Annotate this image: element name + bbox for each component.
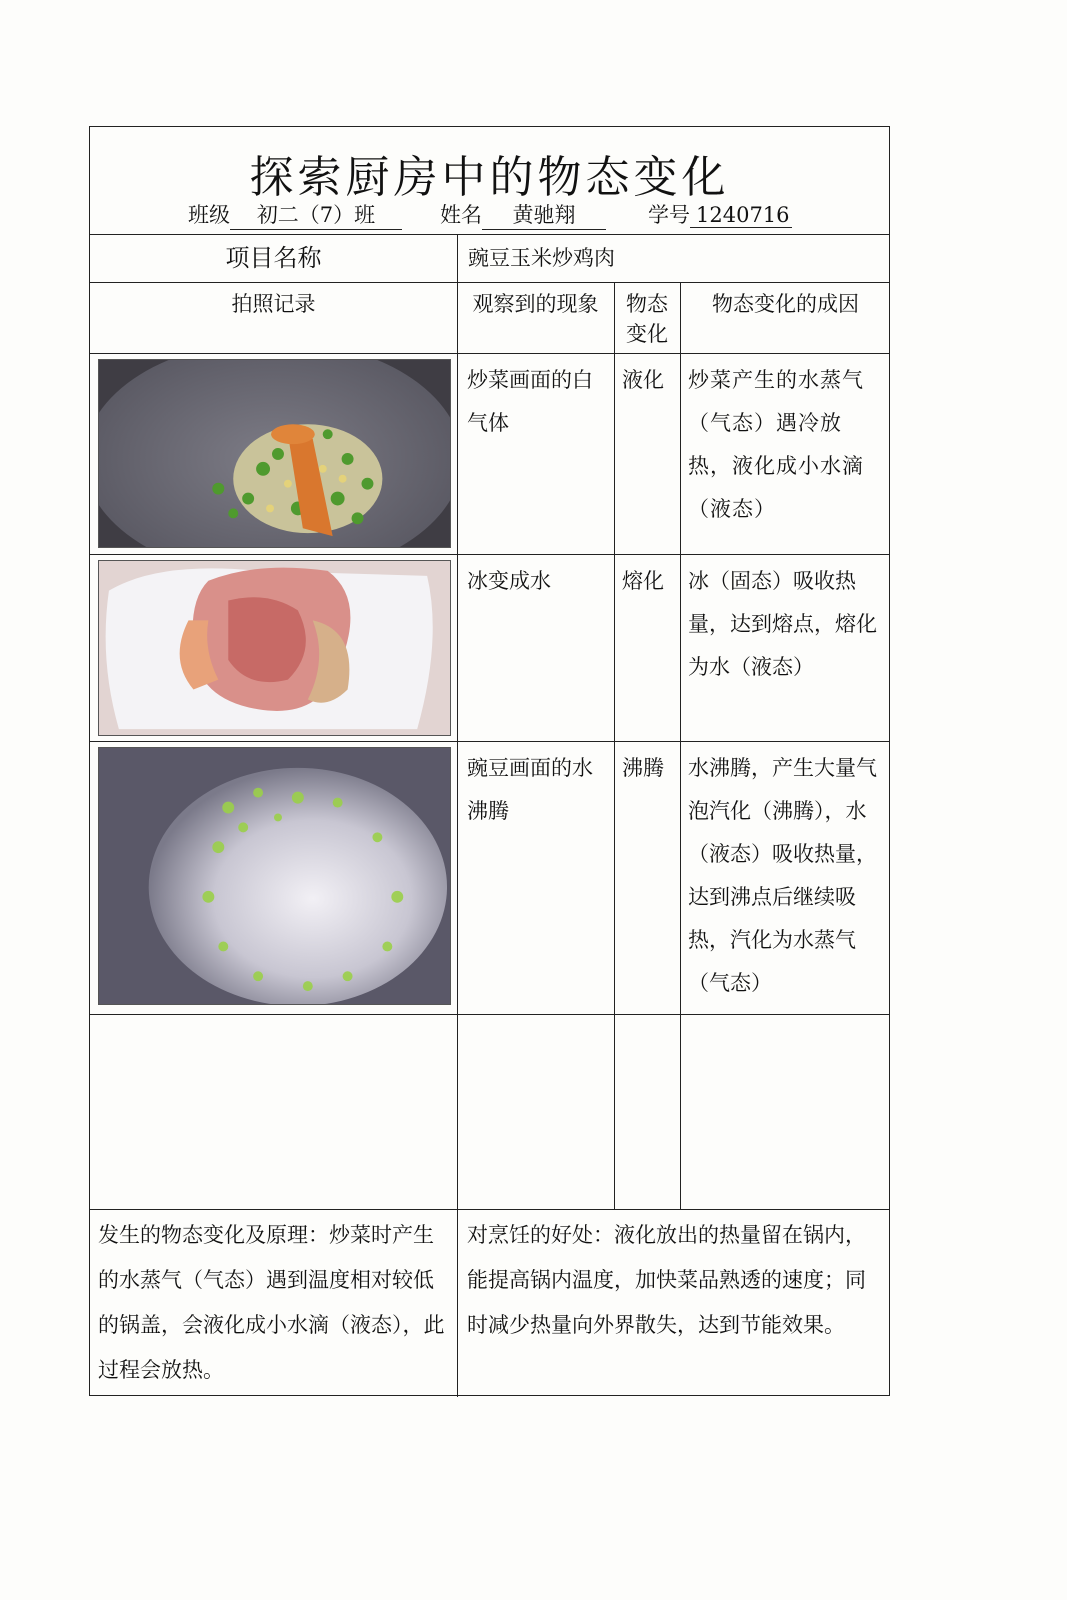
- divider: [90, 234, 889, 235]
- boiling-peas-photo: [98, 747, 451, 1005]
- project-label: 项目名称: [225, 244, 322, 272]
- cause-text: 冰（固态）吸收热量，达到熔点，熔化为水（液态）: [688, 569, 877, 679]
- divider: [90, 353, 889, 354]
- student-id-label: 学号: [648, 203, 690, 227]
- class-field: [188, 199, 402, 230]
- header-change-line1: 物态: [626, 292, 668, 316]
- header-change: [614, 289, 680, 349]
- cause-text: 水沸腾，产生大量气泡汽化（沸腾），水（液态）吸收热量，达到沸点后继续吸热，汽化为水蒸气（气态）: [688, 756, 877, 995]
- stir-fry-photo: [98, 359, 451, 548]
- project-value: 豌豆玉米炒鸡肉: [468, 246, 615, 270]
- name-value: 黄驰翔: [482, 199, 606, 230]
- divider: [90, 1209, 889, 1210]
- worksheet-table: [89, 126, 890, 1396]
- class-value: 初二（7）班: [230, 199, 402, 230]
- divider: [614, 282, 615, 1209]
- divider: [680, 282, 681, 1209]
- class-label: 班级: [188, 203, 230, 227]
- header-photo: 拍照记录: [231, 292, 316, 316]
- name-field: [440, 199, 606, 230]
- header-change-line2: 变化: [626, 322, 668, 346]
- header-cause: 物态变化的成因: [712, 292, 859, 316]
- divider: [90, 554, 889, 555]
- phenomenon-text: 炒菜画面的白气体: [467, 368, 593, 435]
- page-title: 探索厨房中的物态变化: [249, 152, 730, 203]
- change-text: 熔化: [622, 569, 664, 593]
- principle-text: 发生的物态变化及原理：炒菜时产生的水蒸气（气态）遇到温度相对较低的锅盖，会液化成小水滴（液态），此过程会放热。: [98, 1223, 445, 1382]
- thawing-chicken-photo: [98, 560, 451, 736]
- divider: [90, 282, 889, 283]
- divider: [90, 741, 889, 742]
- phenomenon-text: 豌豆画面的水沸腾: [467, 756, 593, 823]
- name-label: 姓名: [440, 203, 482, 227]
- change-text: 液化: [622, 368, 664, 392]
- change-text: 沸腾: [622, 756, 664, 780]
- divider: [457, 234, 458, 1397]
- student-id-field: [648, 199, 792, 229]
- student-id-value: 1240716: [690, 203, 792, 228]
- cause-text: 炒菜产生的水蒸气（气态）遇冷放热，液化成小水滴（液态）: [688, 368, 864, 521]
- divider: [90, 1014, 889, 1015]
- header-phenomenon: 观察到的现象: [472, 292, 599, 316]
- phenomenon-text: 冰变成水: [467, 569, 551, 593]
- benefit-text: 对烹饪的好处：液化放出的热量留在锅内，能提高锅内温度，加快菜品熟透的速度；同时减少热量向外界散失，达到节能效果。: [467, 1223, 866, 1337]
